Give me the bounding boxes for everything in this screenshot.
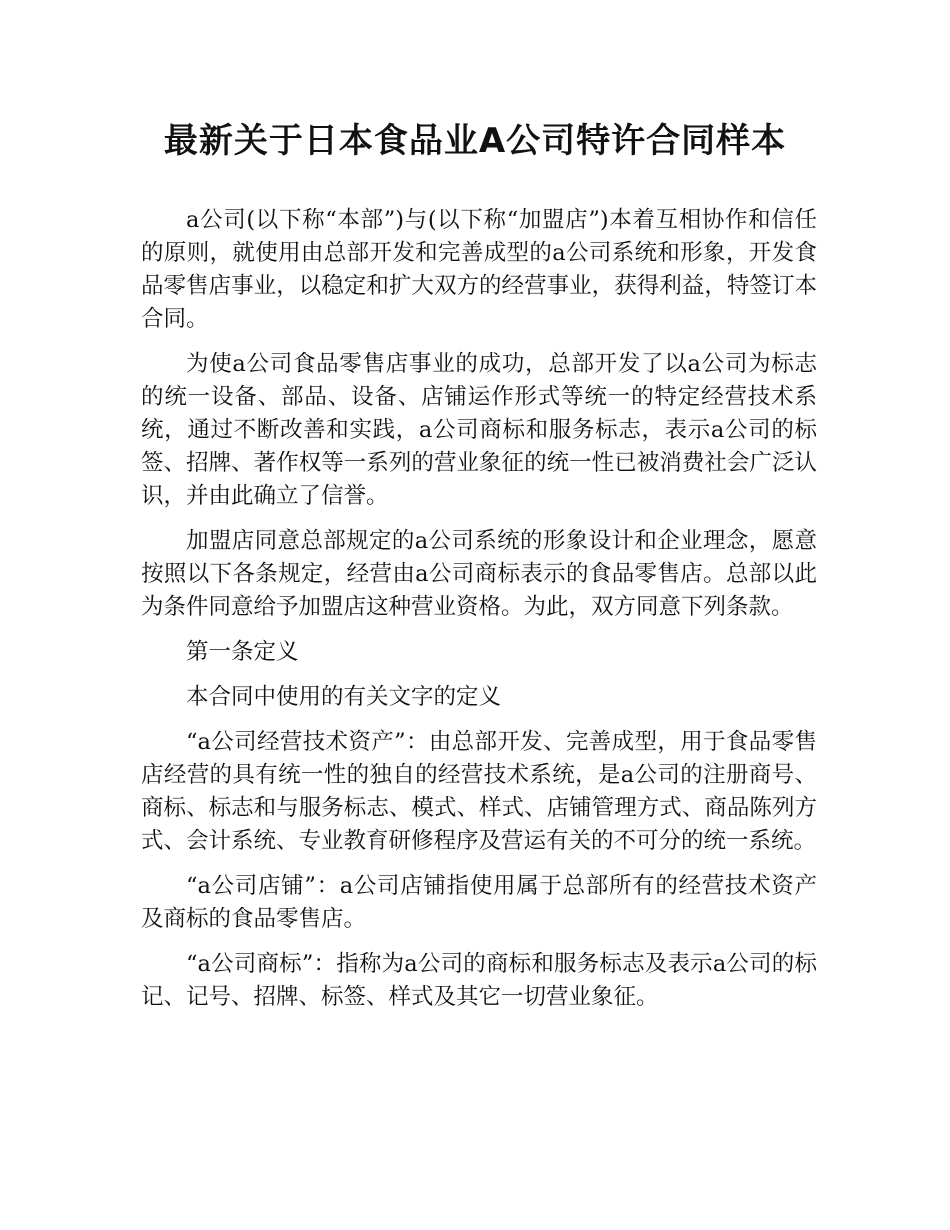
document-title: 最新关于日本食品业A公司特许合同样本 (163, 121, 787, 161)
definition-trademark: “a公司商标”：指称为a公司的商标和服务标志及表示a公司的标记、记号、招牌、标签、样式及其它一切营业象征。 (141, 951, 817, 1010)
paragraph-background: 为使a公司食品零售店事业的成功，总部开发了以a公司为标志的统一设备、部品、设备、店铺运作形式等统一的特定经营技术系统，通过不断改善和实践，a公司商标和服务标志，表示a公司的标签、招牌、著作权等一系列的营业象征的统一性已被消费社会广泛认识，并由此确立了信誉。 (141, 351, 817, 509)
definition-store: “a公司店铺”：a公司店铺指使用属于总部所有的经营技术资产及商标的食品零售店。 (141, 873, 817, 932)
definition-technical-assets: “a公司经营技术资产”：由总部开发、完善成型，用于食品零售店经营的具有统一性的独自的经营技术系统，是a公司的注册商号、商标、标志和与服务标志、模式、样式、店铺管理方式、商品陈列方式、会计系统、专业教育研修程序及营运有关的不可分的统一系统。 (141, 729, 817, 854)
definitions-intro: 本合同中使用的有关文字的定义 (186, 684, 502, 710)
paragraph-agreement: 加盟店同意总部规定的a公司系统的形象设计和企业理念，愿意按照以下各条规定，经营由a公司商标表示的食品零售店。总部以此为条件同意给予加盟店这种营业资格。为此，双方同意下列条款。 (141, 528, 817, 620)
paragraph-preamble: a公司(以下称“本部”)与(以下称“加盟店”)本着互相协作和信任的原则，就使用由总部开发和完善成型的a公司系统和形象，开发食品零售店事业，以稳定和扩大双方的经营事业，获得利益，特签订本合同。 (141, 207, 817, 332)
document-body (141, 204, 817, 1026)
article-one-heading: 第一条定义 (186, 639, 299, 665)
